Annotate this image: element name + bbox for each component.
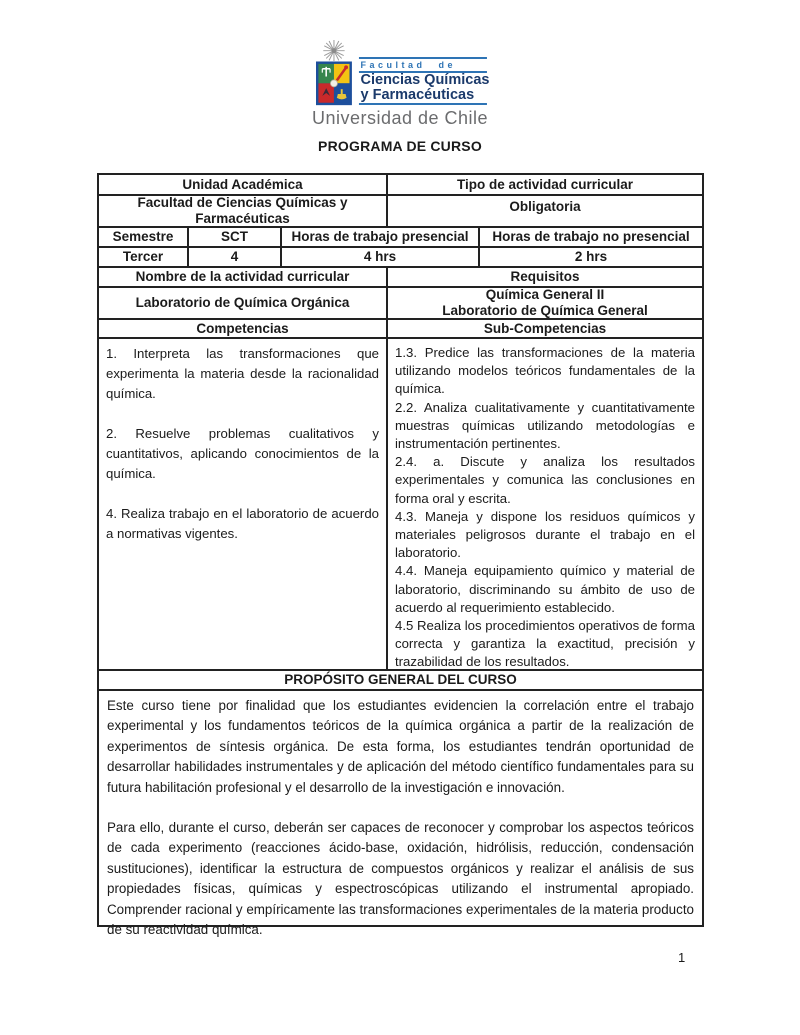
horas-presencial-value: 4 hrs: [282, 248, 480, 266]
nombre-actividad-value: Laboratorio de Química Orgánica: [99, 288, 388, 318]
proposito-paragraph: Este curso tiene por finalidad que los estudiantes evidencien la correlación entre el trabajo experimental y los fundamentos teóricos de la química orgánica a partir de la realización de experimentos de síntesis orgánica. De esta forma, los estudiantes tendrán oportunidad de desarrollar habilidades instrumentales y de aplicación del método científico fundamentales para su futura habilitación profesional y el desarrollo de la investigación e innovación.: [107, 698, 694, 795]
competencias-header: Competencias: [99, 320, 388, 337]
row-unit-header: [99, 175, 702, 196]
faculty-name-line2: y Farmacéuticas: [360, 87, 475, 103]
sct-value: 4: [189, 248, 282, 266]
competencias-list: [99, 339, 388, 669]
sub-competencia-item: 4.3. Maneja y dispone los residuos químicos y materiales peligrosos durante el trabajo en el laboratorio.: [395, 508, 695, 561]
sub-competencia-item: 4.4. Maneja equipamiento químico y material de laboratorio, discriminando su ámbito de uso de acuerdo al requerimiento establecido.: [395, 563, 695, 615]
proposito-paragraph: Para ello, durante el curso, deberán ser capaces de reconocer y comprobar los aspectos teóricos de cada experimento (reacciones ácido-base, oxidación, hidrólisis, reducción, condensación sustituciones), identificar la estructura de compuestos orgánicos y realizar el análisis de sus propiedades físicas, químicas y espectroscópicas utilizando el instrumental apropiado. Comprender racional y empíricamente las transformaciones experimentales de la materia producto de su reactividad química.: [107, 820, 694, 938]
sub-competencia-item: 4.5 Realiza los procedimientos operativos de forma correcta y garantiza la exactitud, precisión y trazabilidad de los resultados.: [395, 618, 695, 670]
tipo-actividad-header: Tipo de actividad curricular: [456, 176, 634, 192]
logo-rule-bottom: [359, 103, 487, 105]
requisitos-value: [388, 288, 702, 318]
row-hours-value: [99, 248, 702, 268]
logo-crest-and-text: [314, 40, 490, 106]
unidad-academica-header: Unidad Académica: [99, 175, 388, 194]
semestre-value: Tercer: [99, 248, 189, 266]
row-proposito-header: [99, 671, 702, 691]
page-title: PROGRAMA DE CURSO: [318, 138, 482, 154]
row-hours-header: [99, 228, 702, 248]
requisito-item: Química General II: [485, 287, 605, 302]
sub-competencias-header: Sub-Competencias: [483, 320, 607, 336]
competencia-item: 2. Resuelve problemas cualitativos y cuantitativos, aplicando conocimientos de la química.: [106, 426, 379, 481]
faculty-name-line1: Ciencias Químicas: [360, 72, 490, 88]
tipo-actividad-value: Obligatoria: [509, 199, 581, 214]
shield-icon: [315, 61, 353, 106]
sct-header: SCT: [189, 228, 282, 246]
horas-presencial-header: Horas de trabajo presencial: [282, 228, 480, 246]
university-crest: [314, 40, 354, 106]
row-proposito-body: [99, 691, 702, 938]
proposito-text: [99, 691, 702, 938]
semestre-header: Semestre: [99, 228, 189, 246]
horas-no-presencial-header: Horas de trabajo no presencial: [492, 229, 690, 244]
row-unit-value: [99, 196, 702, 228]
horas-no-presencial-value: 2 hrs: [574, 249, 608, 264]
proposito-header: PROPÓSITO GENERAL DEL CURSO: [284, 672, 517, 687]
university-logo: [312, 40, 488, 129]
row-competencias-header: [99, 320, 702, 339]
nombre-actividad-header: Nombre de la actividad curricular: [99, 268, 388, 286]
sub-competencia-item: 2.4. a. Discute y analiza los resultados experimentales y comunica las conclusiones en forma oral y escrita.: [395, 454, 695, 506]
course-info-table: [97, 173, 704, 938]
competencia-item: 1. Interpreta las transformaciones que experimenta la materia desde la racionalidad química.: [106, 346, 379, 401]
page-number: 1: [678, 950, 686, 965]
university-name: Universidad de Chile: [311, 108, 489, 128]
requisito-item: Laboratorio de Química General: [442, 303, 648, 318]
row-competencias-body: [99, 339, 702, 671]
sub-competencia-item: 2.2. Analiza cualitativamente y cuantitativamente muestras químicas utilizando metodologías e instrumentación pertinentes.: [395, 399, 695, 452]
sub-competencia-item: 1.3. Predice las transformaciones de la materia utilizando modelos teóricos fundamentales de la química.: [395, 345, 695, 397]
sub-competencias-list: [388, 339, 702, 669]
competencia-item: 4. Realiza trabajo en el laboratorio de acuerdo a normativas vigentes.: [106, 506, 379, 541]
faculty-wordmark: [359, 57, 490, 106]
unidad-academica-value: Facultad de Ciencias Químicas y Farmacéuticas: [99, 196, 388, 226]
requisitos-header: Requisitos: [510, 269, 580, 284]
row-name-header: [99, 268, 702, 288]
starburst-icon: [322, 40, 346, 61]
faculty-small-label: Facultad de: [360, 60, 457, 70]
row-name-value: [99, 288, 702, 320]
